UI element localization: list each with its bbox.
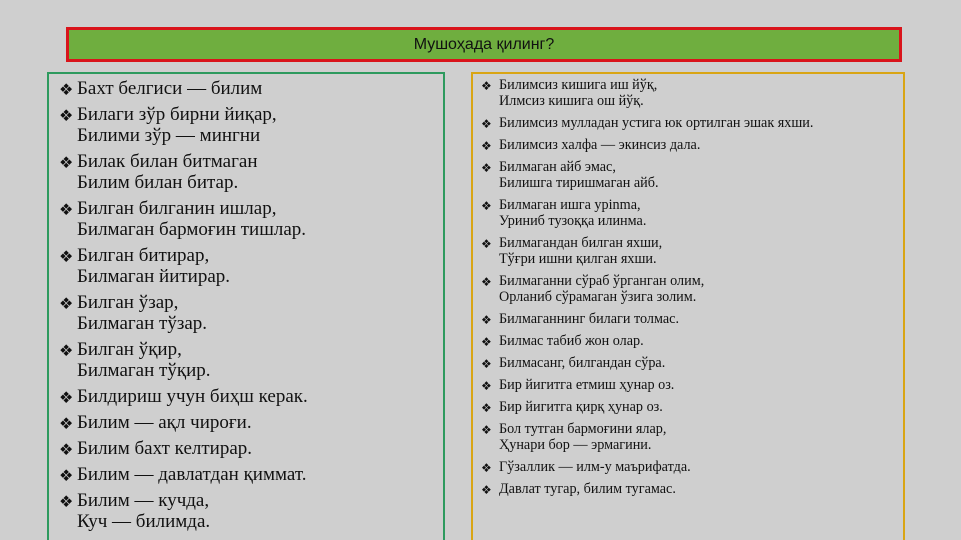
proverb-line: Бир йигитга етмиш ҳунар оз. — [499, 377, 675, 393]
page-title: Мушоҳада қилинг? — [413, 35, 555, 53]
diamond-bullet-icon: ❖ — [481, 161, 492, 175]
diamond-bullet-icon: ❖ — [481, 461, 492, 475]
proverb-item — [479, 421, 903, 453]
diamond-bullet-icon: ❖ — [59, 440, 74, 459]
proverb-item — [479, 377, 903, 393]
diamond-bullet-icon: ❖ — [481, 483, 492, 497]
left-proverbs-panel — [47, 72, 445, 540]
proverb-line: Билак билан битмаган — [77, 151, 258, 172]
proverb-item — [479, 197, 903, 229]
proverb-item — [479, 159, 903, 191]
proverb-line: Билган ўзар, — [77, 292, 179, 313]
proverb-item — [59, 245, 443, 287]
proverb-line: Билаги зўр бирни йиқар, — [77, 104, 277, 125]
proverb-line: Билим — давлатдан қиммат. — [77, 464, 307, 485]
diamond-bullet-icon: ❖ — [481, 357, 492, 371]
proverb-line: Билмагандан билган яхши, — [499, 235, 663, 251]
proverb-line: Тўғри ишни қилган яхши. — [499, 251, 657, 267]
proverb-item — [59, 198, 443, 240]
proverb-line: Билмаган бармоғин тишлар. — [77, 219, 307, 240]
diamond-bullet-icon: ❖ — [59, 294, 74, 313]
diamond-bullet-icon: ❖ — [481, 117, 492, 131]
proverb-line: Билмаган йитирар. — [77, 266, 231, 287]
proverb-item — [59, 464, 443, 485]
proverb-line: Билган ўқир, — [77, 339, 182, 360]
proverb-line: Билим — ақл чироғи. — [77, 412, 252, 433]
diamond-bullet-icon: ❖ — [59, 466, 74, 485]
diamond-bullet-icon: ❖ — [59, 341, 74, 360]
proverb-line: Билимсиз мулладан устига юк ортилган эшак яхши. — [499, 115, 814, 131]
diamond-bullet-icon: ❖ — [59, 153, 74, 172]
proverb-line: Бир йигитга қирқ ҳунар оз. — [499, 399, 663, 415]
proverb-item — [59, 490, 443, 532]
proverb-item — [59, 104, 443, 146]
proverb-line: Давлат тугар, билим тугамас. — [499, 481, 676, 497]
proverb-line: Билим — кучда, — [77, 490, 210, 511]
proverb-line: Ҳунари бор — эрмагини. — [499, 437, 652, 453]
proverb-item — [59, 438, 443, 459]
diamond-bullet-icon: ❖ — [481, 199, 492, 213]
right-proverbs-panel — [471, 72, 905, 540]
proverb-line: Гўзаллик — илм-у маърифатда. — [499, 459, 691, 475]
left-proverb-list — [49, 74, 443, 532]
proverb-line: Билган битирар, — [77, 245, 210, 266]
diamond-bullet-icon: ❖ — [59, 247, 74, 266]
right-proverb-list — [473, 74, 903, 497]
proverb-line: Билмас табиб жон олар. — [499, 333, 644, 349]
proverb-line: Бол тутган бармоғини ялар, — [499, 421, 667, 437]
diamond-bullet-icon: ❖ — [481, 335, 492, 349]
diamond-bullet-icon: ❖ — [59, 492, 74, 511]
proverb-line: Билишга тиришмаган айб. — [499, 175, 659, 191]
diamond-bullet-icon: ❖ — [481, 379, 492, 393]
proverb-line: Уриниб тузоққа илинма. — [499, 213, 647, 229]
proverb-line: Билмаган тўқир. — [77, 360, 211, 381]
proverb-line: Билмаган тўзар. — [77, 313, 208, 334]
proverb-line: Билим бахт келтирар. — [77, 438, 253, 459]
proverb-line: Билган билганин ишлар, — [77, 198, 277, 219]
proverb-item — [479, 77, 903, 109]
diamond-bullet-icon: ❖ — [59, 414, 74, 433]
proverb-line: Билмаган ишга урinma, — [499, 197, 641, 213]
proverb-line: Орланиб сўрамаган ўзига золим. — [499, 289, 697, 305]
proverb-line: Билим билан битар. — [77, 172, 239, 193]
proverb-line: Билдириш учун биҳш керак. — [77, 386, 308, 407]
proverb-item — [479, 137, 903, 153]
proverb-line: Бахт белгиси — билим — [77, 78, 263, 99]
diamond-bullet-icon: ❖ — [481, 313, 492, 327]
diamond-bullet-icon: ❖ — [59, 106, 74, 125]
proverb-line: Илмсиз кишига ош йўқ. — [499, 93, 644, 109]
diamond-bullet-icon: ❖ — [59, 80, 74, 99]
proverb-item — [479, 355, 903, 371]
diamond-bullet-icon: ❖ — [481, 237, 492, 251]
diamond-bullet-icon: ❖ — [59, 200, 74, 219]
proverb-line: Билмасанг, билгандан сўра. — [499, 355, 666, 371]
proverb-item — [59, 412, 443, 433]
diamond-bullet-icon: ❖ — [481, 423, 492, 437]
proverb-line: Билимсиз кишига иш йўқ, — [499, 77, 658, 93]
proverb-line: Куч — билимда. — [77, 511, 211, 532]
proverb-item — [59, 78, 443, 99]
diamond-bullet-icon: ❖ — [481, 401, 492, 415]
diamond-bullet-icon: ❖ — [481, 139, 492, 153]
proverb-item — [479, 333, 903, 349]
proverb-item — [479, 115, 903, 131]
proverb-item — [479, 311, 903, 327]
proverb-line: Билмаган айб эмас, — [499, 159, 616, 175]
proverb-item — [479, 273, 903, 305]
proverb-item — [479, 459, 903, 475]
diamond-bullet-icon: ❖ — [59, 388, 74, 407]
title-banner — [66, 27, 902, 62]
proverb-line: Билмаганнинг билаги толмас. — [499, 311, 680, 327]
diamond-bullet-icon: ❖ — [481, 79, 492, 93]
proverb-line: Билимсиз халфа — экинсиз дала. — [499, 137, 701, 153]
proverb-item — [479, 399, 903, 415]
proverb-item — [59, 151, 443, 193]
proverb-item — [479, 235, 903, 267]
diamond-bullet-icon: ❖ — [481, 275, 492, 289]
proverb-line: Билмаганни сўраб ўрганган олим, — [499, 273, 705, 289]
proverb-item — [59, 386, 443, 407]
proverb-item — [479, 481, 903, 497]
proverb-item — [59, 339, 443, 381]
proverb-line: Билими зўр — мингни — [77, 125, 261, 146]
proverb-item — [59, 292, 443, 334]
